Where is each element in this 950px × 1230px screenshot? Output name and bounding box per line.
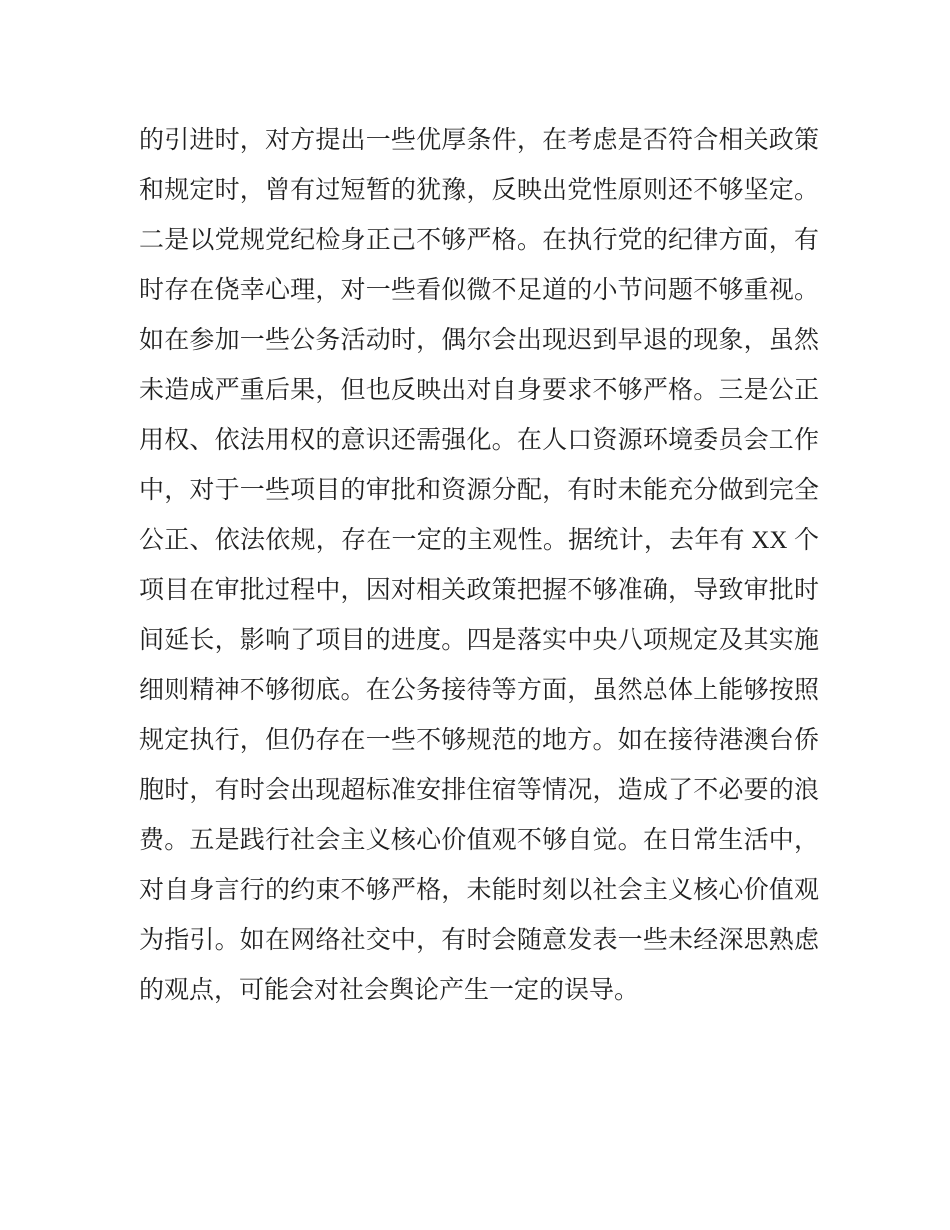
text-line: 和规定时，曾有过短暂的犹豫，反映出党性原则还不够坚定。: [139, 177, 819, 204]
text-line: 费。五是践行社会主义核心价值观不够自觉。在日常生活中，: [139, 827, 819, 854]
text-line: 项目在审批过程中，因对相关政策把握不够准确，导致审批时: [139, 577, 819, 604]
text-line: 对自身言行的约束不够严格，未能时刻以社会主义核心价值观: [139, 877, 819, 904]
text-line: 间延长，影响了项目的进度。四是落实中央八项规定及其实施: [139, 627, 819, 654]
text-line: 中，对于一些项目的审批和资源分配，有时未能充分做到完全: [139, 477, 819, 504]
text-line: 的观点，可能会对社会舆论产生一定的误导。: [139, 977, 640, 1004]
text-line: 时存在侥幸心理，对一些看似微不足道的小节问题不够重视。: [139, 277, 819, 304]
text-line: 细则精神不够彻底。在公务接待等方面，虽然总体上能够按照: [139, 677, 819, 704]
text-line: 未造成严重后果，但也反映出对自身要求不够严格。三是公正: [139, 377, 819, 404]
text-line: 用权、依法用权的意识还需强化。在人口资源环境委员会工作: [139, 427, 819, 454]
text-line: 为指引。如在网络社交中，有时会随意发表一些未经深思熟虑: [139, 927, 819, 954]
text-line: 如在参加一些公务活动时，偶尔会出现迟到早退的现象，虽然: [139, 327, 819, 354]
text-line: 二是以党规党纪检身正己不够严格。在执行党的纪律方面，有: [139, 227, 819, 254]
text-line: 的引进时，对方提出一些优厚条件，在考虑是否符合相关政策: [139, 127, 819, 154]
text-line: 胞时，有时会出现超标准安排住宿等情况，造成了不必要的浪: [139, 777, 819, 804]
text-line: 公正、依法依规，存在一定的主观性。据统计，去年有 XX 个: [139, 527, 819, 554]
document-body: [139, 116, 819, 1016]
text-line: 规定执行，但仍存在一些不够规范的地方。如在接待港澳台侨: [139, 727, 819, 754]
